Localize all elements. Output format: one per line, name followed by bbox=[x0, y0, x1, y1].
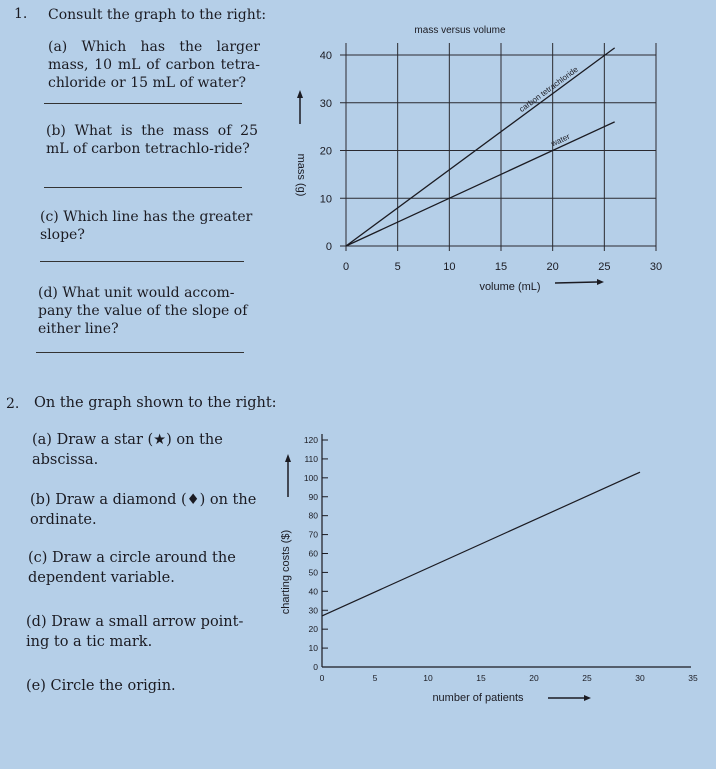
chart2-y-tick-label: 20 bbox=[308, 624, 318, 635]
q2-part-c: (c) Draw a circle around the dependent variable. bbox=[28, 550, 236, 586]
chart1-x-tick-label: 15 bbox=[494, 261, 508, 273]
chart1-x-tick-label: 5 bbox=[394, 261, 401, 273]
chart1-y-tick-label: 30 bbox=[319, 97, 332, 110]
chart2-y-tick-label: 0 bbox=[313, 662, 318, 672]
chart1-ylabel: mass (g) bbox=[295, 153, 307, 197]
q2-number: 2. bbox=[6, 396, 20, 412]
chart1-x-tick-label: 25 bbox=[598, 261, 611, 273]
chart2-y-arrowhead-icon bbox=[285, 454, 291, 462]
chart2-x-tick-label: 15 bbox=[476, 673, 486, 683]
q1-intro: Consult the graph to the right: bbox=[48, 7, 267, 23]
chart2-ylabel: charting costs ($) bbox=[280, 529, 292, 615]
chart1-y-tick-label: 0 bbox=[325, 241, 332, 253]
q2-part-e: (e) Circle the origin. bbox=[26, 678, 176, 694]
chart1-xlabel: volume (mL) bbox=[479, 281, 541, 293]
chart2-y-tick-label: 60 bbox=[308, 548, 318, 559]
chart1-y-tick-label: 20 bbox=[319, 145, 332, 158]
chart2-x-tick-label: 20 bbox=[529, 673, 539, 683]
chart2-series-line bbox=[322, 472, 640, 616]
q1-number: 1. bbox=[14, 6, 28, 22]
q2-part-d: (d) Draw a small arrow point-ing to a tic mark. bbox=[26, 614, 244, 650]
chart2-x-arrowhead-icon bbox=[584, 695, 591, 701]
chart2-y-tick-label: 90 bbox=[308, 491, 318, 502]
chart2-y-tick-label: 110 bbox=[304, 453, 318, 464]
chart2-y-tick-label: 30 bbox=[308, 605, 318, 616]
chart2-x-tick-label: 5 bbox=[372, 673, 378, 683]
chart2-y-tick-label: 40 bbox=[308, 586, 318, 597]
chart2-xlabel: number of patients bbox=[432, 692, 524, 704]
chart2-y-tick-label: 50 bbox=[308, 567, 318, 578]
chart1-x-tick-label: 20 bbox=[546, 261, 559, 273]
chart1-x-tick-label: 0 bbox=[342, 261, 350, 273]
chart2-y-tick-label: 100 bbox=[303, 472, 318, 483]
chart1-y-tick-label: 10 bbox=[319, 193, 332, 206]
chart2-x-tick-label: 10 bbox=[423, 673, 433, 683]
q1-part-b: (b) What is the mass of 25 mL of carbon tetrachlo-ride? bbox=[46, 123, 258, 157]
q1-part-a: (a) Which has the larger mass, 10 mL of carbon tetra-chloride or 15 mL of water? bbox=[48, 39, 260, 91]
q1-part-d: (d) What unit would accom-pany the value of the slope of either line? bbox=[38, 285, 248, 337]
chart1-y-tick-label: 40 bbox=[319, 50, 332, 62]
chart2-y-tick-label: 10 bbox=[308, 643, 318, 654]
q2-intro: On the graph shown to the right: bbox=[34, 395, 277, 411]
chart1-title: mass versus volume bbox=[414, 25, 506, 36]
chart2-x-tick-label: 0 bbox=[319, 673, 325, 683]
chart2-y-tick-label: 70 bbox=[308, 529, 318, 540]
chart2-y-tick-label: 80 bbox=[308, 510, 318, 521]
chart1-x-tick-label: 10 bbox=[443, 261, 456, 273]
chart2-x-tick-label: 35 bbox=[688, 673, 698, 683]
chart1-series-label-water: water bbox=[549, 131, 572, 149]
chart2-x-tick-label: 25 bbox=[582, 673, 592, 683]
q1-part-c: (c) Which line has the greater slope? bbox=[40, 209, 253, 243]
chart2-x-tick-label: 30 bbox=[635, 673, 645, 683]
q2-part-a: (a) Draw a star (★) on the abscissa. bbox=[32, 432, 223, 468]
chart2-y-tick-label: 120 bbox=[303, 435, 318, 445]
chart1-series-label-carbon: carbon tetrachloride bbox=[517, 64, 580, 115]
chart1-x-tick-label: 30 bbox=[649, 261, 663, 273]
q2-part-b: (b) Draw a diamond (♦) on the ordinate. bbox=[30, 492, 257, 528]
